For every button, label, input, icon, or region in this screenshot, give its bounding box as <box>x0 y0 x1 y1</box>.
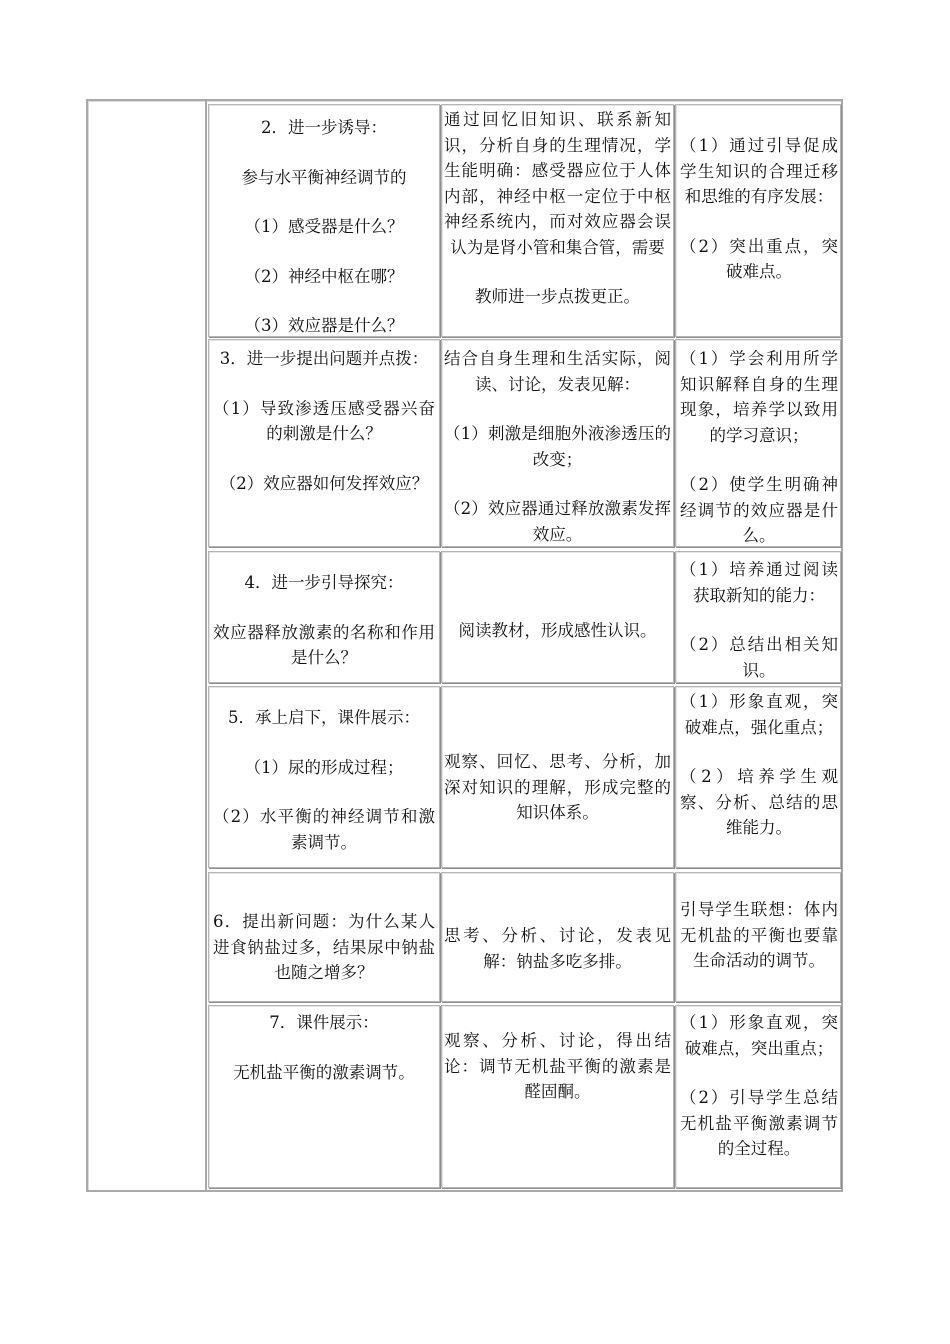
row-6-teacher-activity <box>208 1005 440 1188</box>
row-5-activity-line-1: 6．提出新问题：为什么某人进食钠盐过多，结果尿中钠盐也随之增多？ <box>213 912 435 982</box>
row-1-activity-line-5: （3）效应器是什么？ <box>244 316 404 335</box>
row-4-teacher-activity <box>208 686 440 868</box>
row-3-student-text-1: 阅读教材，形成感性认识。 <box>458 621 657 640</box>
stage-column <box>86 99 207 1192</box>
row-1-student-text-1: 通过回忆旧知识、联系新知识，分析自身的生理情况，学生能明确：感受器应位于人体内部，神经中枢一定位于中枢神经系统内，而对效应器会误认为是肾小管和集合管，需要 <box>444 110 671 257</box>
row-4-activity-line-1: 5．承上启下，课件展示： <box>228 708 420 727</box>
row-1-activity-line-1: 2．进一步诱导： <box>261 118 387 137</box>
row-5-student-text-1: 思考、分析、讨论，发表见解：钠盐多吃多排。 <box>444 926 671 971</box>
row-1-activity-line-2: 参与水平衡神经调节的 <box>241 167 407 187</box>
row-5-design-purpose <box>675 872 841 1002</box>
row-1-teacher-activity <box>208 104 440 337</box>
row-3-purpose-2: （2）总结出相关知识。 <box>680 635 838 680</box>
row-3-activity-line-1: 4．进一步引导探究： <box>244 573 404 592</box>
row-5-purpose-1: 引导学生联想：体内无机盐的平衡也要靠生命活动的调节。 <box>680 900 838 970</box>
row-1-student-text-2: 教师进一步点拨更正。 <box>475 287 640 306</box>
row-4-student-text-1: 观察、回忆、思考、分析，加深对知识的理解，形成完整的知识体系。 <box>444 752 671 822</box>
row-1-purpose-2: （2）突出重点，突破难点。 <box>680 236 838 281</box>
row-6-student-text-1: 观察、分析、讨论，得出结论：调节无机盐平衡的激素是醛固酮。 <box>444 1031 671 1101</box>
row-2-teacher-activity <box>208 339 440 547</box>
row-4-purpose-2: （2）培养学生观察、分析、总结的思维能力。 <box>680 767 838 837</box>
row-1-purpose-1: （1）通过引导促成学生知识的合理迁移和思维的有序发展： <box>680 136 838 206</box>
row-4-student-activity <box>441 686 674 868</box>
row-6-purpose-1: （1）形象直观，突破难点，突出重点； <box>680 1013 838 1058</box>
row-6-design-purpose <box>675 1005 841 1188</box>
row-2-activity-line-2: （1）导致渗透压感受器兴奋的刺激是什么？ <box>213 398 435 443</box>
row-4-design-purpose <box>675 686 841 868</box>
row-3-purpose-1: （1）培养通过阅读获取新知的能力： <box>680 560 838 605</box>
row-2-student-text-2: （1）刺激是细胞外液渗透压的改变； <box>444 424 671 469</box>
row-5-teacher-activity <box>208 872 440 1002</box>
row-4-activity-line-2: （1）尿的形成过程； <box>244 757 404 777</box>
row-1-student-activity <box>441 104 674 337</box>
row-6-activity-line-1: 7．课件展示： <box>269 1013 379 1032</box>
row-2-activity-line-3: （2）效应器如何发挥效应？ <box>219 473 429 493</box>
row-3-activity-line-2: 效应器释放激素的名称和作用是什么？ <box>213 622 435 667</box>
row-2-activity-line-1: 3．进一步提出问题并点拨： <box>219 349 429 368</box>
row-4-purpose-1: （1）形象直观，突破难点，强化重点； <box>680 692 838 737</box>
row-3-teacher-activity <box>208 551 440 683</box>
row-6-student-activity <box>441 1005 674 1188</box>
row-2-purpose-2: （2）使学生明确神经调节的效应器是什么。 <box>680 475 838 545</box>
row-4-activity-line-3: （2）水平衡的神经调节和激素调节。 <box>213 807 435 852</box>
row-1-design-purpose <box>675 104 841 337</box>
row-3-student-activity <box>441 551 674 683</box>
row-5-student-activity <box>441 872 674 1002</box>
row-2-purpose-1: （1）学会利用所学知识解释自身的生理现象，培养学以致用的学习意识； <box>680 349 838 445</box>
row-2-student-text-1: 结合自身生理和生活实际，阅读、讨论，发表见解： <box>444 349 671 394</box>
row-6-activity-line-2: 无机盐平衡的激素调节。 <box>233 1062 415 1082</box>
row-1-activity-line-4: （2）神经中枢在哪？ <box>244 266 404 286</box>
row-1-activity-line-3: （1）感受器是什么？ <box>244 217 404 236</box>
row-2-student-activity <box>441 339 674 547</box>
row-6-purpose-2: （2）引导学生总结无机盐平衡激素调节的全过程。 <box>680 1088 838 1158</box>
row-2-student-text-3: （2）效应器通过释放激素发挥效应。 <box>444 499 671 544</box>
row-2-design-purpose <box>675 339 841 547</box>
row-3-design-purpose <box>675 551 841 683</box>
